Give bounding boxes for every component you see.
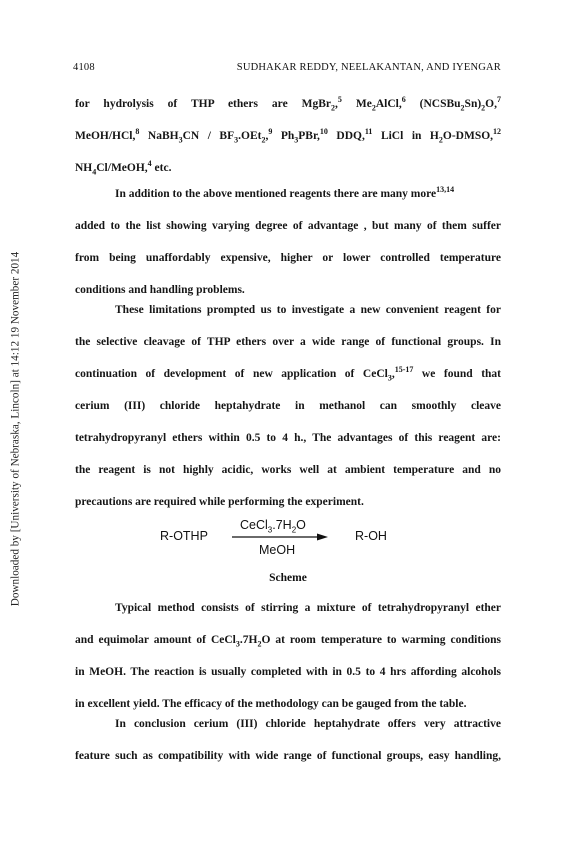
text-line: feature such as compatibility with wide range of functional groups, easy handling, — [75, 750, 501, 762]
paragraph-conclusion — [75, 717, 501, 781]
text-line: precautions are required while performing the experiment. — [75, 496, 364, 508]
text-line: In conclusion cerium (III) chloride heptahydrate offers very attractive — [115, 718, 501, 730]
scheme-solvent: MeOH — [259, 543, 296, 557]
text-line: $NH_4Cl/MeOH,^4$ etc. — [75, 159, 172, 177]
download-watermark — [8, 205, 22, 653]
paragraph-typical-method — [75, 601, 501, 729]
text-line: MeOH/HCl,$^8$ NaBH$_3$CN / $BF_3.OEt_2,^9$ $Ph_3PBr,^{10}$ DDQ,$^{11}$ LiCl in $H_2O-DMSO,^{12}$ — [75, 127, 502, 145]
text-line: These limitations prompted us to investigate a new convenient reagent for — [115, 304, 501, 316]
text-line: and equimolar amount of $CeCl_3.7H_2O$ at room temperature to warming conditions — [75, 634, 501, 649]
text-line: tetrahydropyranyl ethers within 0.5 to 4 h., The advantages of this reagent are: — [75, 432, 501, 444]
reaction-arrow-icon — [232, 532, 328, 542]
text-line: continuation of development of new application of CeCl$_3$,$^{15-17}$ we found that — [75, 365, 501, 383]
text-line: In addition to the above mentioned reagents there are many more$^{13,14}$ — [115, 185, 455, 200]
scheme-product: R-OH — [355, 529, 387, 543]
text-line: from being unaffordably expensive, higher or lower controlled temperature — [75, 252, 501, 264]
text-line: for hydrolysis of THP ethers are MgBr$_2$,$^5$ $Me_2AlCl,^6$ $(NCSBu_2Sn)_2O,^7$ — [75, 95, 501, 113]
text-line: cerium (III) chloride heptahydrate in methanol can smoothly cleave — [75, 400, 501, 412]
text-line: the reagent is not highly acidic, works well at ambient temperature and no — [75, 464, 501, 476]
paragraph-limitations — [75, 303, 501, 527]
text-line: in MeOH. The reaction is usually completed with in 0.5 to 4 hrs affording alcohols — [75, 666, 501, 678]
text-line: the selective cleavage of THP ethers over a wide range of functional groups. In — [75, 336, 501, 348]
text-line: conditions and handling problems. — [75, 284, 245, 296]
text-line: Typical method consists of stirring a mixture of tetrahydropyranyl ether — [115, 602, 501, 614]
scheme-reagent: $CeCl_3.7H_2O$ — [240, 518, 306, 535]
page-number: 4108 — [73, 62, 95, 73]
scheme-reactant: R-OTHP — [160, 529, 208, 543]
text-line: in excellent yield. The efficacy of the methodology can be gauged from the table. — [75, 698, 467, 710]
paragraph-other-reagents — [75, 187, 501, 315]
paragraph-reagents-list — [75, 97, 501, 193]
download-note: Downloaded by [University of Nebraska, Lincoln] at 14:12 19 November 2014 — [9, 251, 21, 607]
running-title: SUDHAKAR REDDY, NEELAKANTAN, AND IYENGAR — [236, 62, 501, 73]
text-line: added to the list showing varying degree of advantage , but many of them suffer — [75, 220, 501, 232]
page-header — [73, 62, 501, 73]
scheme-caption: Scheme — [269, 572, 307, 584]
